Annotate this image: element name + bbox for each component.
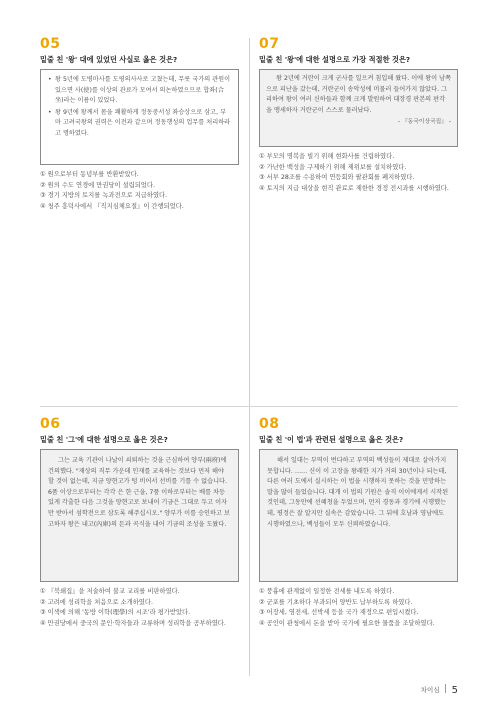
- q05-bullet: • 왕 9년에 왕께서 몸을 쾌활하게 정동중서성 좌승상으로 삼고, 부마 고려국왕의 권력은 이전과 같으며 정동행성의 업무를 처리하라고 명하였다.: [48, 108, 231, 137]
- page-footer: [421, 684, 458, 696]
- page-number: 5: [451, 685, 458, 696]
- q05-options: [40, 170, 240, 212]
- q06-number: 06: [40, 416, 61, 432]
- q05-option[interactable]: ① 원으로부터 동녕부를 반환받았다.: [40, 171, 139, 178]
- q06-option[interactable]: ④ 만권당에서 중국의 문인·학자들과 교류하며 성리학을 공부하였다.: [40, 619, 226, 627]
- q05-number: 05: [40, 36, 61, 52]
- footer-label: 차이심: [420, 686, 440, 694]
- q06-options: [40, 587, 240, 629]
- q05-passage-box: [40, 69, 239, 165]
- q08-number: 08: [259, 416, 280, 432]
- q05-option[interactable]: ④ 청주 흥덕사에서 『직지심체요절』이 간행되었다.: [40, 202, 184, 210]
- q08-title: 밑줄 친 '이 법'과 관련된 설명으로 옳은 것은?: [259, 435, 404, 444]
- column-divider: [249, 38, 250, 676]
- q07-option[interactable]: ④ 토지의 지급 대상을 현직 관료로 제한한 경정 전시과를 시행하였다.: [259, 184, 449, 192]
- q05-bullet: • 왕 5년에 도병마사를 도평의사사로 고쳤는데, 무릇 국가의 관원이 있으면 사(使)를 이상의 관료가 모여서 의논하였으므로 합좌(合坐)라는 이름이 있었다.: [48, 76, 231, 105]
- q08-option[interactable]: ① 풍흉에 관계없이 일정한 전세를 내도록 하였다.: [259, 588, 395, 595]
- q07-number: 07: [259, 36, 280, 52]
- q08-option[interactable]: ② 군포를 기초하다 부과되어 양반도 납부하도록 하였다.: [259, 598, 413, 606]
- q07-title: 밑줄 친 '왕'에 대한 설명으로 가장 적절한 것은?: [259, 55, 411, 64]
- q07-passage: 왕 2년에 거란이 크게 군사를 일으켜 침입해 왔다. 이에 왕이 남쪽으로 피난을 갔는데, 거란군이 송악성에 머물러 들어가지 않았다. 그리하여 왕이 여러 신하들과 함께 크게 발원하여 대장경 판본의 판각을 맹세하자 거란군이 스스로 물러났다.: [266, 75, 451, 114]
- q06-title: 밑줄 친 '그'에 대한 설명으로 옳은 것은?: [40, 435, 168, 444]
- q06-option[interactable]: ② 고려에 성리학을 처음으로 소개하였다.: [40, 598, 153, 606]
- q07-option[interactable]: ③ 서부 28조를 수용하여 연등회와 팔관회를 폐지하였다.: [259, 174, 415, 182]
- q08-passage-box: [259, 449, 458, 582]
- q05-title: 밑줄 친 '왕' 대에 있었던 사실로 옳은 것은?: [40, 55, 178, 64]
- q05-option[interactable]: ③ 경기 지방의 토지를 녹과전으로 지급하였다.: [40, 192, 168, 200]
- q07-options: [259, 152, 458, 194]
- q07-option[interactable]: ② 가난한 백성을 구제하기 위해 제위보를 설치하였다.: [259, 163, 407, 171]
- q06-passage: 그는 교육 기관이 나날이 쇠퇴하는 것을 근심하여 양부(兩府)에 건의했다. "재상의 직무 가운데 인재를 교육하는 것보다 먼저 해야 할 것이 없는데, 지금 양현고가 텅 비어서 선비를 기를 수 없습니다. 6품 이상으로부터는 각각 은 한 근을, 7품 이하로부터는 베를 차등 있게 각출한 다음 그것을 양현고로 보내어 기금은 그대로 두고 이자만 받아서 섬학전으로 삼도록 해주십시오." 양부가 이를 승인하고 보고하자 왕은 내고(內庫)의 돈과 곡식을 내어 기금의 조성을 도왔다.: [48, 457, 230, 528]
- q07-option[interactable]: ① 부모의 명복을 빌기 위해 현화사를 건립하였다.: [259, 153, 395, 160]
- q07-passage-box: [259, 69, 458, 147]
- q08-passage: 해서 일대는 부역이 번다하고 부역의 백성들이 제대로 살아가지 못합니다. …… 신이 이 고장을 왕래한 지가 거의 30년이나 되는데, 다른 여러 도에서 실시하는 이 법을 시행하지 못하는 것을 민망하는 말을 많이 들었습니다. 대개 이 법의 기원은 솔직 이이에게서 시작된 것인데, 그동안에 선혜청을 두었으며, 먼저 경동과 경기에 시행했는데, 평정은 잘 알지만 실속은 감았습니다. 그 뒤에 호남과 영남에도 시행하였으나, 백성들이 모두 신뢰하였습니다.: [267, 457, 449, 528]
- q06-passage-box: [40, 449, 239, 582]
- row-divider: [40, 406, 458, 407]
- q08-option[interactable]: ④ 공인이 관청에서 돈을 받아 국가에 필요한 물품을 조달하였다.: [259, 619, 435, 627]
- q06-option[interactable]: ① 『북쇄집』을 저술하여 불교 교리를 비판하였다.: [40, 588, 180, 595]
- q05-bullet-text: 왕 9년에 왕께서 몸을 쾌활하게 정동중서성 좌승상으로 삼고, 부마 고려국왕의 권력은 이전과 같으며 정동행성의 업무를 처리하라고 명하였다.: [55, 108, 231, 137]
- q08-options: [259, 587, 458, 629]
- q08-option[interactable]: ③ 어장세, 염전세, 선박세 등을 국가 재정으로 편입시켰다.: [259, 609, 419, 617]
- q07-source: - 『동국이상국집』 -: [397, 119, 451, 126]
- q05-option[interactable]: ② 원의 수도 연경에 만권당이 설립되었다.: [40, 181, 155, 189]
- q06-option[interactable]: ③ 이색에 의해 '동방 이학(理學)의 시조'라 평가받았다.: [40, 609, 191, 617]
- q05-bullet-text: 왕 5년에 도병마사를 도평의사사로 고쳤는데, 무릇 국가의 관원이 있으면 사(使)를 이상의 관료가 모여서 의논하였으므로 합좌(合坐)라는 이름이 있었다.: [55, 76, 231, 105]
- footer-separator: [445, 684, 446, 693]
